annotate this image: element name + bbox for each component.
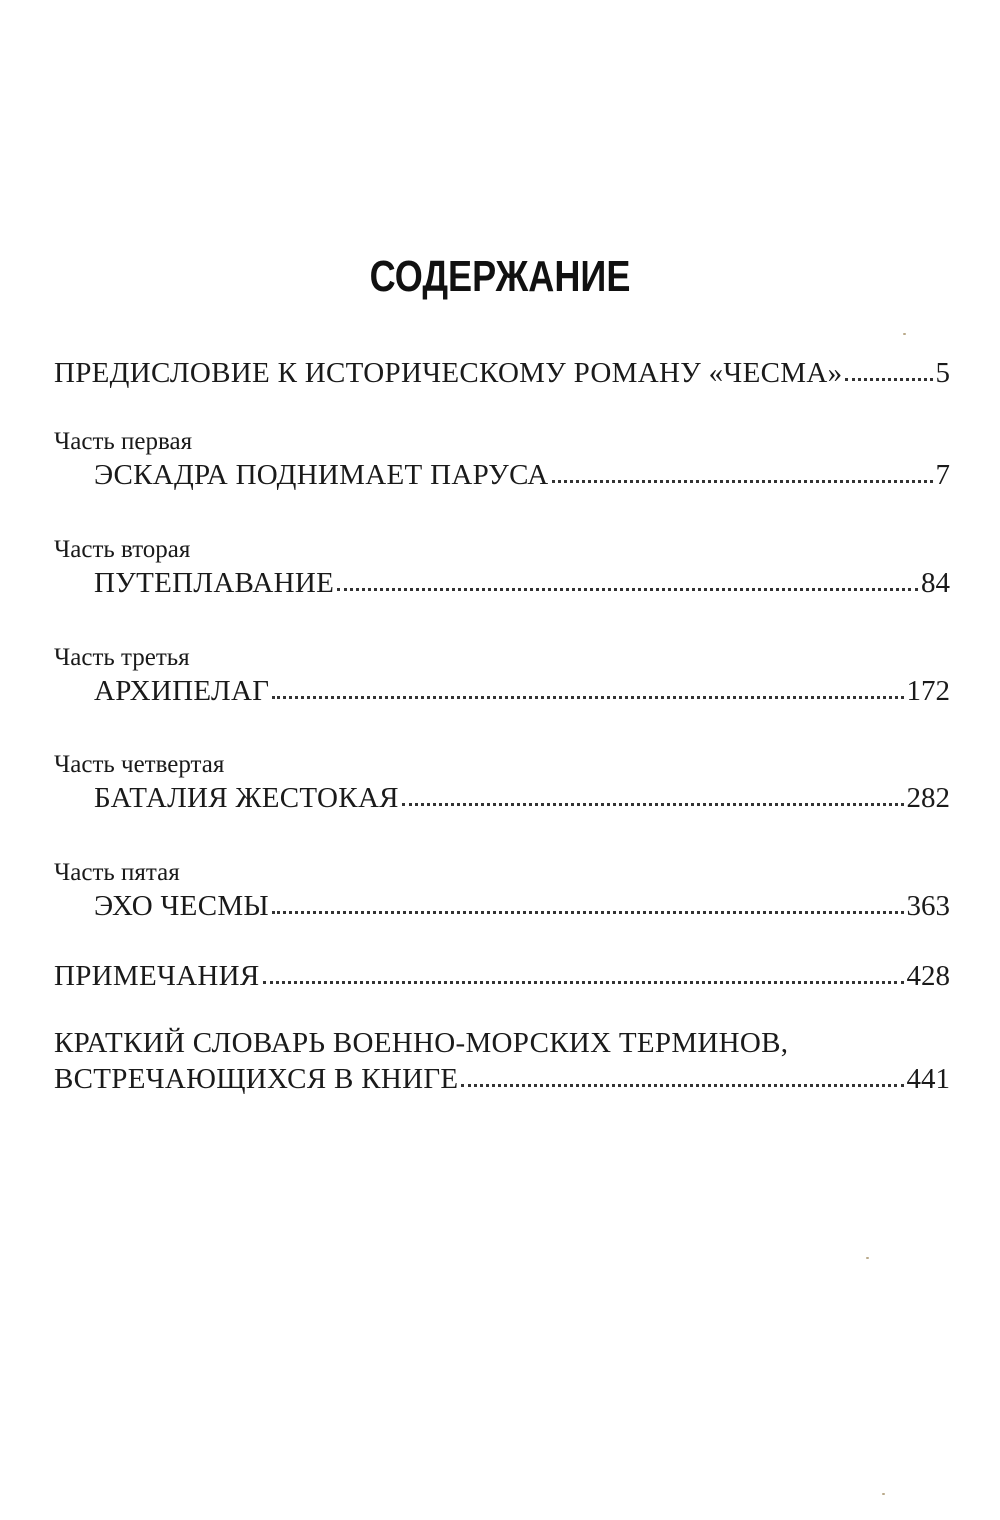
toc-entry-title: ЭСКАДРА ПОДНИМАЕТ ПАРУСА: [94, 459, 549, 491]
toc-entry-title-line1: КРАТКИЙ СЛОВАРЬ ВОЕННО-МОРСКИХ ТЕРМИНОВ,: [54, 1027, 789, 1059]
part-label: Часть первая: [54, 428, 193, 455]
toc-page-number: 7: [935, 459, 950, 491]
dot-leader: [461, 1084, 903, 1087]
toc-entry-notes: [54, 958, 950, 994]
toc-entry-part-1: [54, 427, 950, 493]
toc-entry-part-2: [54, 535, 950, 601]
toc-entry-glossary: [54, 1025, 950, 1097]
part-label: Часть четвертая: [54, 751, 225, 778]
paper-speck: [903, 333, 906, 335]
toc-page-number: 428: [906, 960, 950, 992]
toc-entry-title: ВСТРЕЧАЮЩИХСЯ В КНИГЕ: [54, 1063, 459, 1095]
part-label: Часть третья: [54, 644, 190, 671]
toc-entry-title: БАТАЛИЯ ЖЕСТОКАЯ: [94, 782, 399, 814]
toc-entry-title: ПРИМЕЧАНИЯ: [54, 960, 260, 992]
toc-entry-title: ПУТЕПЛАВАНИЕ: [94, 567, 335, 599]
toc-entry-title: ЭХО ЧЕСМЫ: [94, 890, 270, 922]
page-title: СОДЕРЖАНИЕ: [369, 252, 631, 301]
dot-leader: [552, 480, 933, 483]
toc-page-number: 172: [906, 675, 950, 707]
toc-entry-title: АРХИПЕЛАГ: [94, 675, 270, 707]
dot-leader: [272, 696, 903, 699]
dot-leader: [845, 378, 932, 381]
toc-entry-preface: [54, 355, 950, 391]
toc-entry-part-4: [54, 750, 950, 816]
toc-page-number: 84: [921, 567, 950, 599]
dot-leader: [337, 588, 918, 591]
dot-leader: [402, 803, 904, 806]
toc-page-number: 5: [935, 357, 950, 389]
dot-leader: [272, 911, 903, 914]
toc-page-number: 282: [906, 782, 950, 814]
dot-leader: [263, 981, 904, 984]
toc-entry-title: ПРЕДИСЛОВИЕ К ИСТОРИЧЕСКОМУ РОМАНУ «ЧЕСМА»: [54, 357, 843, 389]
toc-entry-part-3: [54, 643, 950, 709]
part-label: Часть пятая: [54, 859, 180, 886]
part-label: Часть вторая: [54, 536, 191, 563]
paper-speck: [882, 1493, 885, 1495]
toc-entry-part-5: [54, 858, 950, 924]
toc-page-number: 363: [906, 890, 950, 922]
toc-page-number: 441: [906, 1063, 950, 1095]
paper-speck: [866, 1257, 869, 1259]
